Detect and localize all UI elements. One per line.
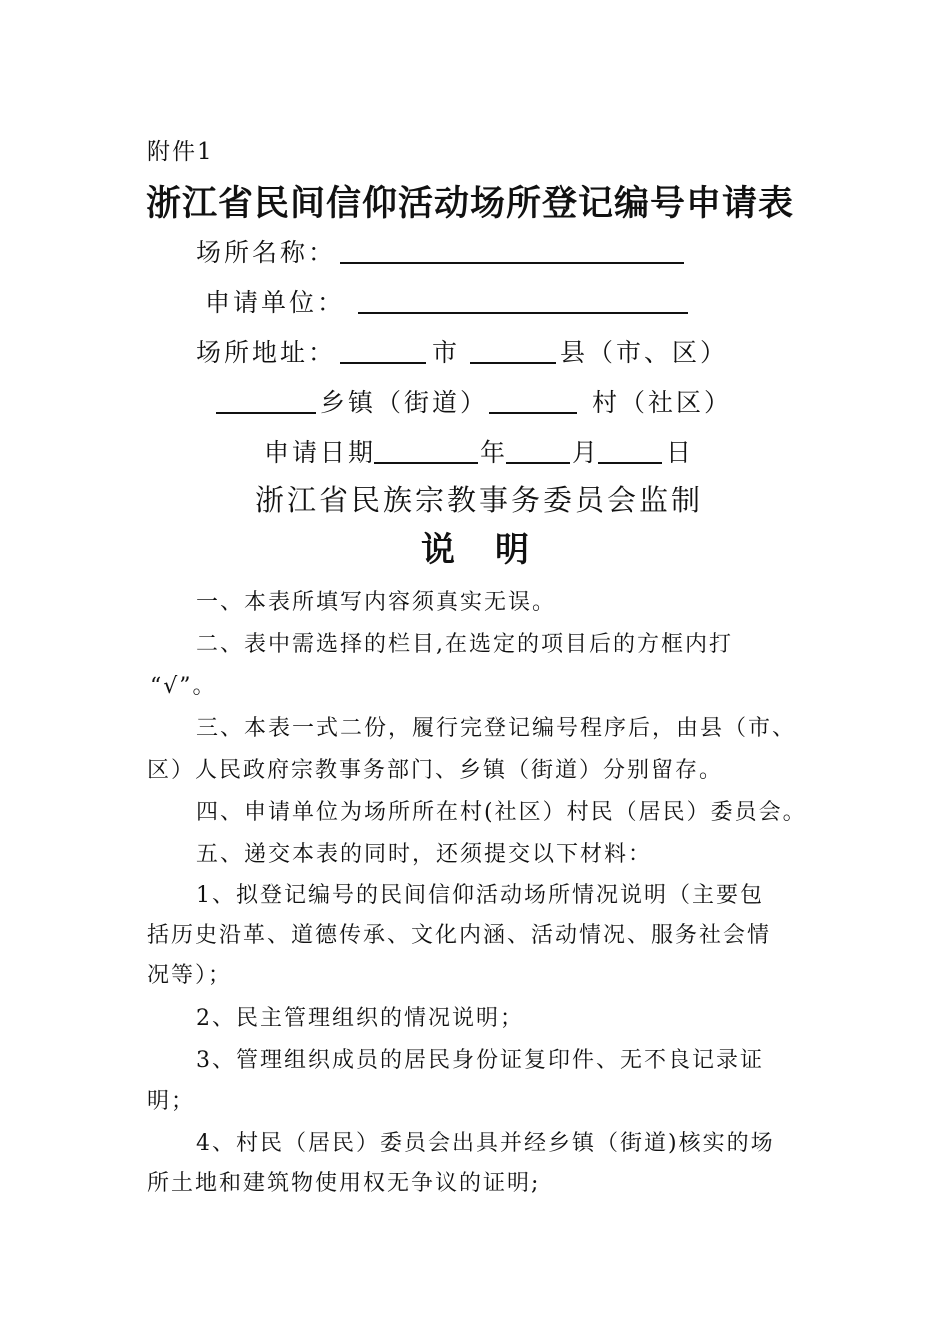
- note-line-6: 四、申请单位为场所所在村(社区）村民（居民）委员会。: [196, 800, 807, 825]
- attachment-label: 附件1: [147, 139, 214, 165]
- note-line-11: 2、民主管理组织的情况说明；: [196, 1006, 524, 1031]
- venue-name-row: [196, 233, 336, 269]
- day-unit: 日: [666, 438, 695, 467]
- venue-name-field[interactable]: [340, 262, 684, 264]
- note-line-14: 4、村民（居民）委员会出具并经乡镇（街道)核实的场: [196, 1131, 775, 1156]
- notes-title: [0, 522, 950, 571]
- applicant-unit-field[interactable]: [358, 312, 688, 314]
- village-unit: 村（社区）: [592, 388, 733, 417]
- note-line-8: 1、拟登记编号的民间信仰活动场所情况说明（主要包: [196, 883, 764, 908]
- applicant-unit-row: [205, 283, 345, 319]
- applicant-unit-label: 申请单位：: [205, 288, 346, 317]
- note-line-13: 明；: [147, 1089, 196, 1114]
- note-line-12: 3、管理组织成员的居民身份证复印件、无不良记录证: [196, 1048, 764, 1073]
- note-line-10: 况等）；: [147, 963, 233, 988]
- note-line-2: 二、表中需选择的栏目,在选定的项目后的方框内打: [196, 632, 733, 657]
- city-field[interactable]: [340, 362, 426, 364]
- note-line-7: 五、递交本表的同时，还须提交以下材料：: [196, 842, 653, 867]
- note-line-5: 区）人民政府宗教事务部门、乡镇（街道）分别留存。: [147, 758, 724, 783]
- town-unit: 乡镇（街道）: [320, 388, 489, 417]
- month-field[interactable]: [506, 462, 570, 464]
- address-label: 场所地址：: [196, 338, 337, 367]
- day-field[interactable]: [598, 462, 662, 464]
- note-line-15: 所土地和建筑物使用权无争议的证明;: [147, 1171, 541, 1196]
- county-field[interactable]: [470, 362, 556, 364]
- village-field[interactable]: [489, 412, 577, 414]
- year-unit: 年: [480, 438, 509, 467]
- note-line-9: 括历史沿革、道德传承、文化内涵、活动情况、服务社会情: [147, 923, 772, 948]
- month-unit: 月: [572, 438, 601, 467]
- date-label: 申请日期: [264, 438, 377, 467]
- town-field[interactable]: [216, 412, 316, 414]
- venue-name-label: 场所名称：: [196, 238, 337, 267]
- year-field[interactable]: [374, 462, 478, 464]
- city-unit: 市: [432, 338, 461, 367]
- note-line-4: 三、本表一式二份，履行完登记编号程序后，由县（市、: [196, 716, 797, 741]
- note-line-3: “√”。: [150, 674, 217, 699]
- supervisor-line: 浙江省民族宗教事务委员会监制: [255, 483, 704, 517]
- county-unit: 县（市、区）: [560, 338, 729, 367]
- page-title: 浙江省民间信仰活动场所登记编号申请表: [146, 183, 795, 224]
- notes-title-text: 说明: [421, 530, 569, 570]
- note-line-1: 一、本表所填写内容须真实无误。: [196, 590, 557, 615]
